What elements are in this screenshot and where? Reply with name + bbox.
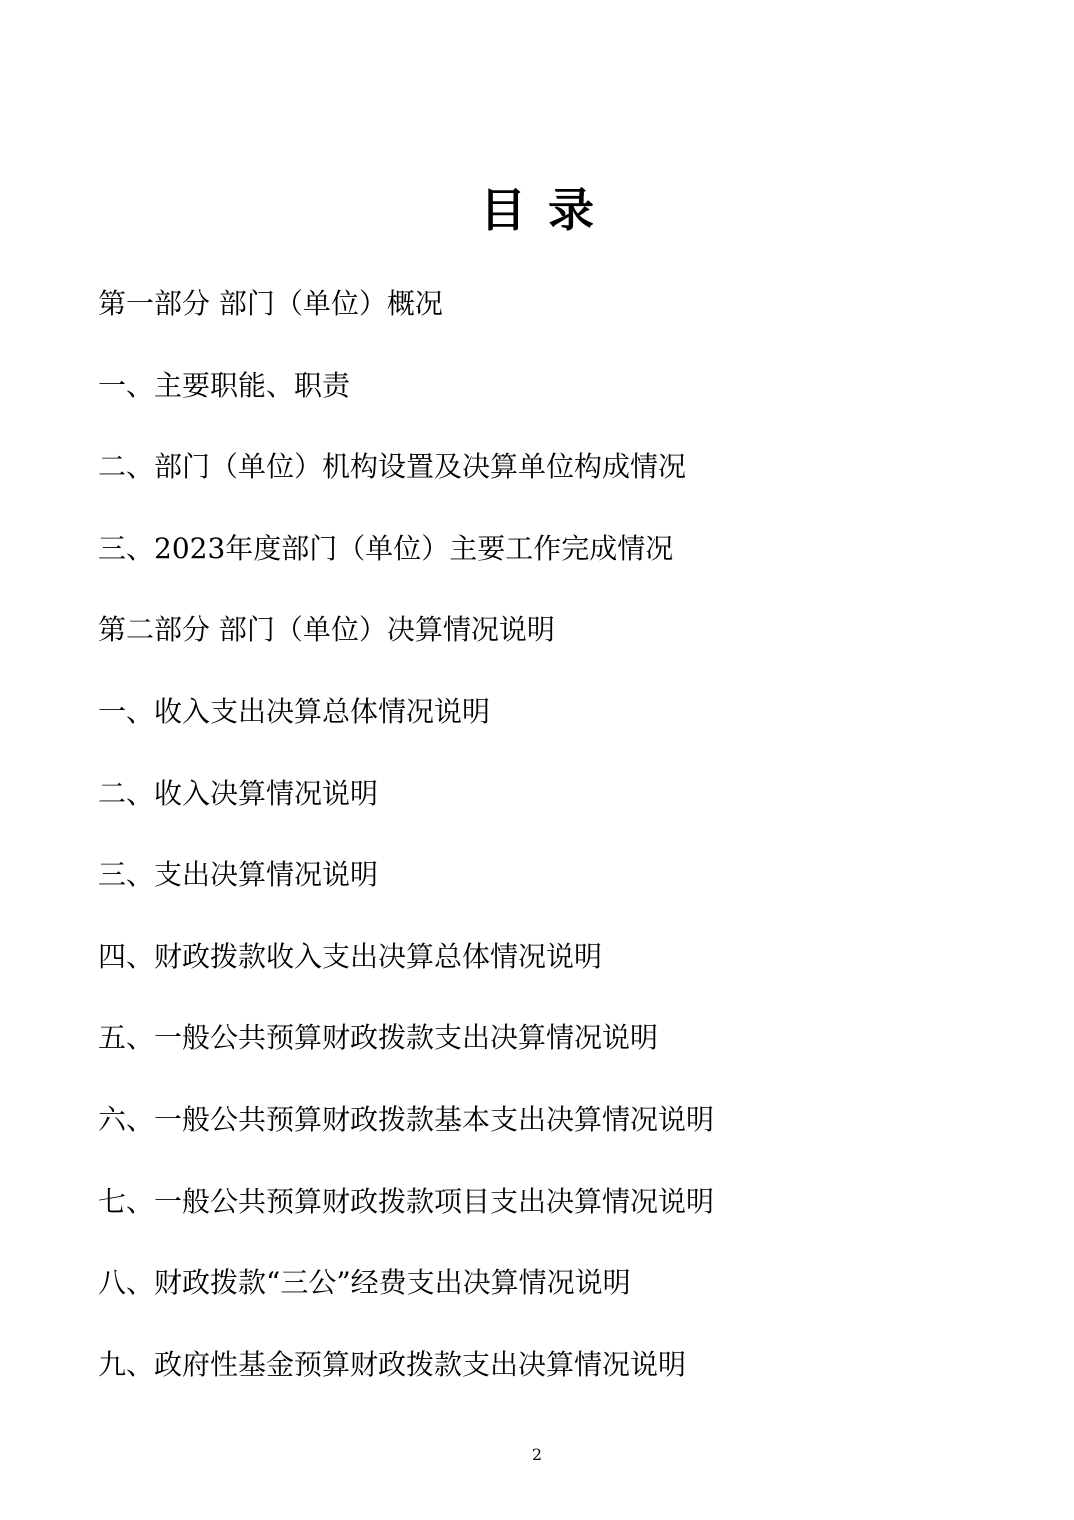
toc-entry: 六、一般公共预算财政拨款基本支出决算情况说明 (98, 1102, 715, 1136)
toc-entry: 第一部分 部门（单位）概况 (98, 287, 443, 320)
toc-entry: 第二部分 部门（单位）决算情况说明 (98, 613, 555, 647)
toc-entry: 三、2023年度部门（单位）主要工作完成情况 (98, 531, 674, 565)
page-title: 目录 (480, 183, 616, 237)
toc-entry: 一、收入支出决算总体情况说明 (98, 694, 491, 728)
toc-entry: 一、主要职能、职责 (98, 368, 351, 402)
toc-entry: 九、政府性基金预算财政拨款支出决算情况说明 (98, 1347, 687, 1381)
toc-entry: 七、一般公共预算财政拨款项目支出决算情况说明 (98, 1184, 715, 1218)
page-number: 2 (531, 1445, 543, 1464)
table-of-contents (98, 280, 998, 1422)
toc-entry: 五、一般公共预算财政拨款支出决算情况说明 (98, 1021, 659, 1055)
toc-entry: 八、财政拨款“三公”经费支出决算情况说明 (98, 1266, 631, 1300)
toc-entry: 四、财政拨款收入支出决算总体情况说明 (98, 939, 603, 973)
toc-entry: 二、收入决算情况说明 (98, 776, 379, 810)
toc-entry: 三、支出决算情况说明 (98, 858, 379, 892)
toc-entry: 二、部门（单位）机构设置及决算单位构成情况 (98, 450, 687, 484)
